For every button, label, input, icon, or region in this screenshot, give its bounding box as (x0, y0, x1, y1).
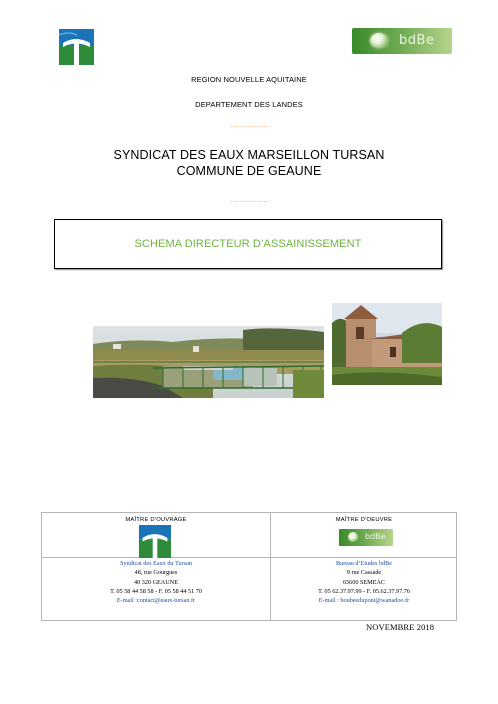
maitre-ouvrage-heading: MAÎTRE D’OUVRAGE (125, 517, 187, 523)
maitre-ouvrage-address2: 40 320 GEAUNE (134, 578, 178, 586)
table-divider-horizontal (42, 557, 456, 558)
departement-line: DEPARTEMENT DES LANDES (195, 100, 303, 109)
separator-2: ……………. (230, 197, 268, 204)
treatment-plant-photo (93, 326, 324, 398)
syndicat-logo (59, 29, 94, 65)
bdbe-logo-small (339, 529, 393, 546)
water-drop-icon (348, 532, 358, 542)
church-photo (332, 303, 442, 385)
maitre-oeuvre-name: Bureau d’Etudes bdBe (335, 560, 393, 567)
water-drop-icon (370, 33, 388, 48)
document-date: NOVEMBRE 2018 (366, 622, 435, 632)
bdbe-logo-text: bdBe (399, 33, 435, 48)
contacts-table (41, 512, 457, 621)
title-line-2: COMMUNE DE GEAUNE (176, 164, 322, 178)
separator-1: ……………. (230, 122, 268, 129)
maitre-oeuvre-phone: T. 05 62.37.97.99 - F. 05.62.37.97.76 (318, 587, 410, 595)
syndicat-logo-small (138, 525, 172, 558)
maitre-ouvrage-details (42, 559, 270, 605)
maitre-oeuvre-address2: 65600 SEMEAC (342, 578, 386, 586)
bdbe-logo-small-text: bdBe (365, 532, 386, 541)
title-line-1: SYNDICAT DES EAUX MARSEILLON TURSAN (113, 148, 385, 162)
maitre-oeuvre-address1: 9 rue Cassade (346, 569, 382, 577)
document-title-box (54, 219, 442, 269)
maitre-oeuvre-details (271, 559, 457, 605)
bdbe-logo (352, 28, 452, 54)
region-line: REGION NOUVELLE AQUITAINE (191, 75, 307, 84)
maitre-ouvrage-phone: T. 05 58 44 58 58 - F. 05 58 44 51 70 (110, 587, 202, 595)
maitre-oeuvre-heading: MAÎTRE D’OEUVRE (335, 517, 393, 523)
maitre-ouvrage-email[interactable]: E-mail :contact@eaux-tursan.fr (116, 597, 196, 605)
maitre-ouvrage-name: Syndicat des Eaux du Tursan (120, 560, 192, 567)
maitre-ouvrage-address1: 48, rue Gourgues (134, 569, 178, 577)
maitre-oeuvre-email[interactable]: E-mail : boubeedupont@wanadoo.fr (318, 597, 410, 605)
document-title: SCHEMA DIRECTEUR D’ASSAINISSEMENT (134, 238, 362, 250)
